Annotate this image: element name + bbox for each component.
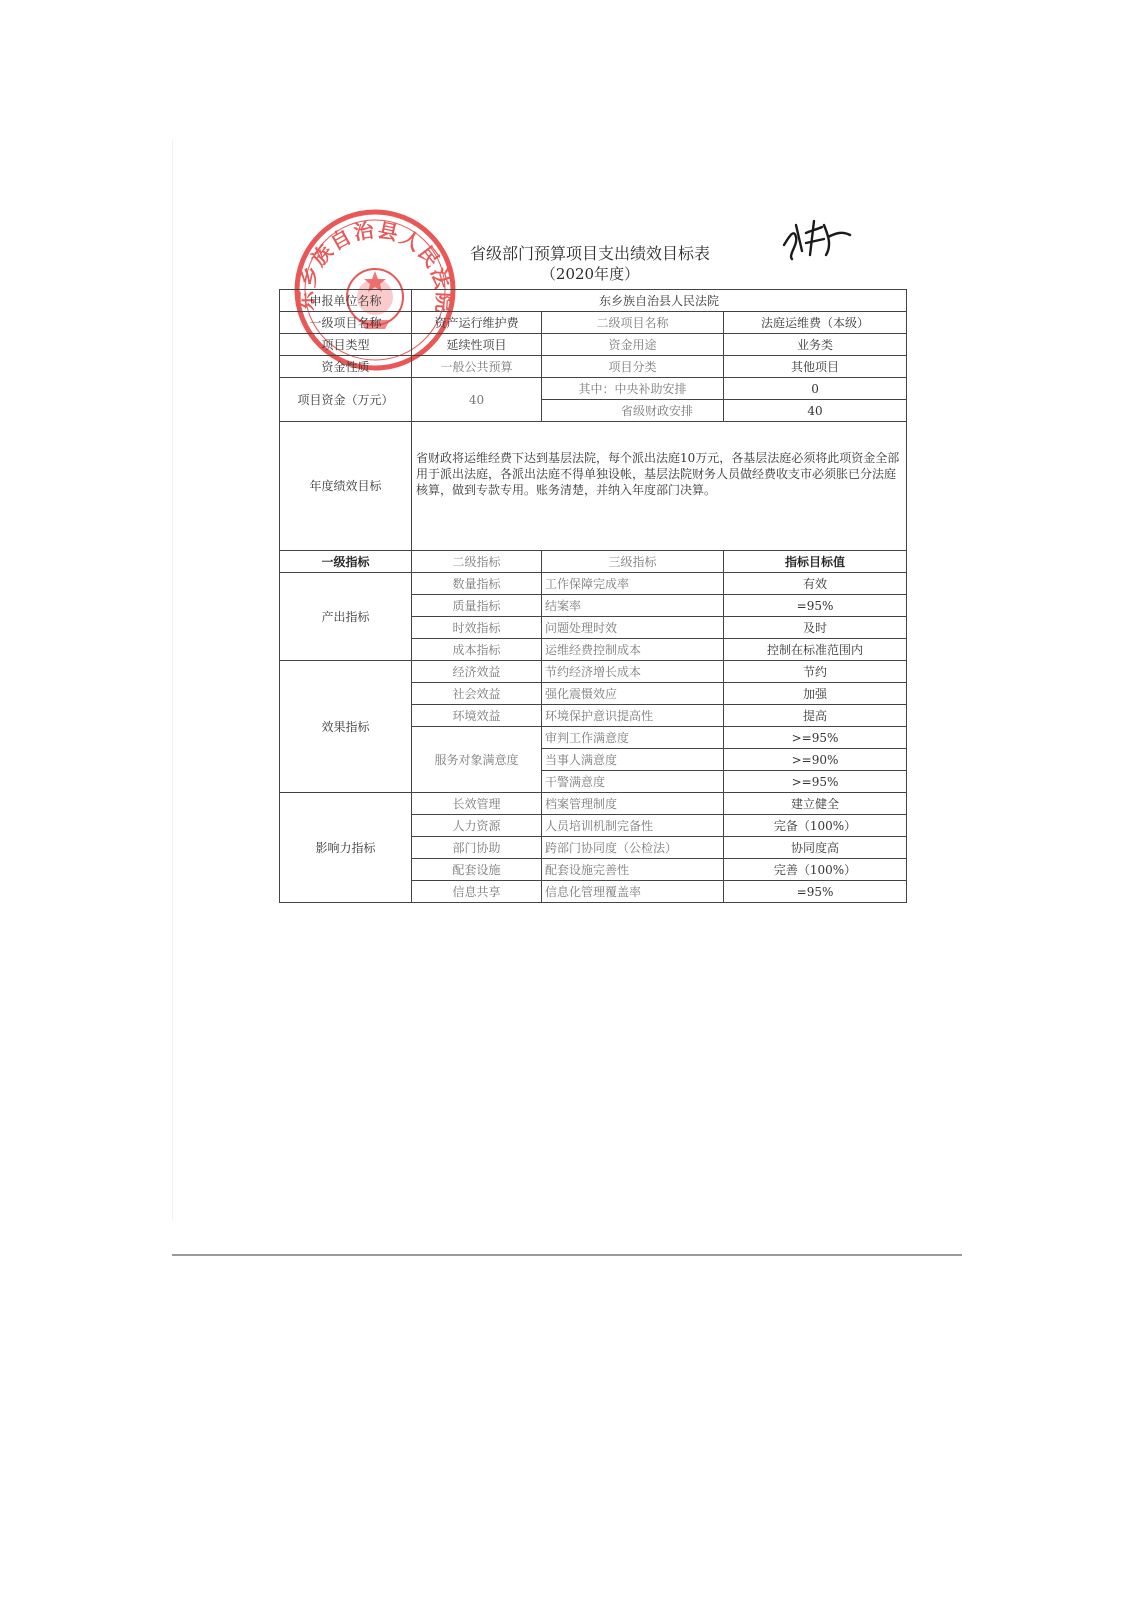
- indicator-target: 完善（100%）: [724, 859, 907, 881]
- indicator-target: 控制在标准范围内: [724, 639, 907, 661]
- indicator-l3: 档案管理制度: [542, 793, 724, 815]
- seal-text: 东乡族自治县人民法院: [293, 217, 457, 315]
- indicator-target: 提高: [724, 705, 907, 727]
- central-value: 0: [724, 378, 907, 400]
- row-level1: [280, 312, 907, 334]
- indicator-target: 节约: [724, 661, 907, 683]
- indicator-l3: 问题处理时效: [542, 617, 724, 639]
- indicator-l2: 环境效益: [412, 705, 542, 727]
- indicator-target: >=95%: [724, 727, 907, 749]
- indicator-target: >=95%: [724, 771, 907, 793]
- indicator-l3: 运维经费控制成本: [542, 639, 724, 661]
- goal-label: 年度绩效目标: [280, 422, 412, 551]
- indicator-l2: 配套设施: [412, 859, 542, 881]
- row-goal: [280, 422, 907, 551]
- scan-edge: [172, 140, 173, 1220]
- provincial-value: 40: [724, 400, 907, 422]
- unit-value: 东乡族自治县人民法院: [412, 290, 907, 312]
- indicator-l3: 信息化管理覆盖率: [542, 881, 724, 903]
- fund-label: 项目资金（万元）: [280, 378, 412, 422]
- indicator-l3: 节约经济增长成本: [542, 661, 724, 683]
- header-level2: 二级指标: [412, 551, 542, 573]
- type-value: 延续性项目: [412, 334, 542, 356]
- indicator-l2: 服务对象满意度: [412, 727, 542, 793]
- indicator-l2: 信息共享: [412, 881, 542, 903]
- indicator-l3: 环境保护意识提高性: [542, 705, 724, 727]
- header-level3: 三级指标: [542, 551, 724, 573]
- scan-bottom-line: [172, 1254, 962, 1256]
- indicator-l2: 长效管理: [412, 793, 542, 815]
- table-row: [280, 793, 907, 815]
- group-effect: 效果指标: [280, 661, 412, 793]
- row-fund-central: [280, 378, 907, 400]
- indicator-l2: 成本指标: [412, 639, 542, 661]
- indicator-target: =95%: [724, 881, 907, 903]
- indicator-l3: 跨部门协同度（公检法）: [542, 837, 724, 859]
- provincial-label: 省级财政安排: [542, 400, 724, 422]
- indicator-target: 建立健全: [724, 793, 907, 815]
- performance-target-table: [279, 289, 907, 903]
- table-row: [280, 573, 907, 595]
- row-nature: [280, 356, 907, 378]
- indicator-l2: 部门协助: [412, 837, 542, 859]
- indicator-l3: 工作保障完成率: [542, 573, 724, 595]
- indicator-target: =95%: [724, 595, 907, 617]
- level1-label: 一级项目名称: [280, 312, 412, 334]
- indicator-target: 完备（100%）: [724, 815, 907, 837]
- level2-value: 法庭运维费（本级）: [724, 312, 907, 334]
- row-unit: [280, 290, 907, 312]
- indicator-l2: 经济效益: [412, 661, 542, 683]
- indicator-target: 及时: [724, 617, 907, 639]
- indicator-l2: 数量指标: [412, 573, 542, 595]
- indicator-l3: 当事人满意度: [542, 749, 724, 771]
- unit-label: 申报单位名称: [280, 290, 412, 312]
- type-label: 项目类型: [280, 334, 412, 356]
- page-title: 省级部门预算项目支出绩效目标表: [469, 244, 710, 263]
- row-type: [280, 334, 907, 356]
- indicator-l2: 社会效益: [412, 683, 542, 705]
- handwritten-signature-icon: [780, 215, 860, 265]
- indicator-l2: 质量指标: [412, 595, 542, 617]
- fund-value: 40: [412, 378, 542, 422]
- indicator-l2: 时效指标: [412, 617, 542, 639]
- group-output: 产出指标: [280, 573, 412, 661]
- table-row: [280, 661, 907, 683]
- level2-label: 二级项目名称: [542, 312, 724, 334]
- indicator-l3: 审判工作满意度: [542, 727, 724, 749]
- indicator-target: >=90%: [724, 749, 907, 771]
- indicator-l2: 人力资源: [412, 815, 542, 837]
- goal-text: 省财政将运维经费下达到基层法院，每个派出法庭10万元，各基层法庭必须将此项资金全部用于派出法庭，各派出法庭不得单独设帐，基层法院财务人员做经费收支市必须胀已分法庭核算，做到专款专用。账务清楚，并纳入年度部门决算。: [412, 422, 907, 551]
- category-label: 项目分类: [542, 356, 724, 378]
- category-value: 其他项目: [724, 356, 907, 378]
- indicator-target: 有效: [724, 573, 907, 595]
- header-level1: 一级指标: [280, 551, 412, 573]
- central-label: 其中：中央补助安排: [542, 378, 724, 400]
- indicator-l3: 结案率: [542, 595, 724, 617]
- nature-label: 资金性质: [280, 356, 412, 378]
- usage-value: 业务类: [724, 334, 907, 356]
- level1-value: 资产运行维护费: [412, 312, 542, 334]
- header-target: 指标目标值: [724, 551, 907, 573]
- group-influence: 影响力指标: [280, 793, 412, 903]
- nature-value: 一般公共预算: [412, 356, 542, 378]
- indicator-target: 协同度高: [724, 837, 907, 859]
- indicator-l3: 配套设施完善性: [542, 859, 724, 881]
- indicator-l3: 干警满意度: [542, 771, 724, 793]
- indicator-l3: 强化震慑效应: [542, 683, 724, 705]
- page-subtitle: （2020年度）: [540, 265, 640, 283]
- usage-label: 资金用途: [542, 334, 724, 356]
- indicator-header-row: [280, 551, 907, 573]
- indicator-l3: 人员培训机制完备性: [542, 815, 724, 837]
- indicator-target: 加强: [724, 683, 907, 705]
